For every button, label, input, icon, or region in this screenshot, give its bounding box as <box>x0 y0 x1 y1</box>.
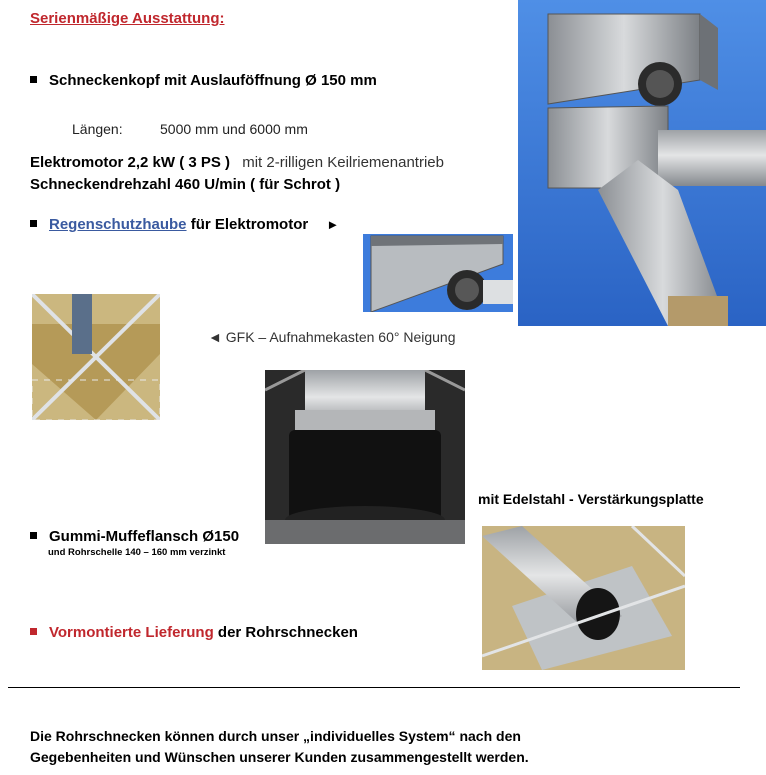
rain-cover-rest: für Elektromotor <box>186 216 309 233</box>
bullet-icon <box>30 76 37 83</box>
steel-plate-photo <box>482 526 685 670</box>
gfk-caption: ◄ GFK – Aufnahmekasten 60° Neigung <box>208 329 456 345</box>
premounted-red: Vormontierte Lieferung <box>49 624 214 641</box>
footer-line-2: Gegebenheiten und Wünschen unserer Kunden zusammengestellt werden. <box>30 749 529 765</box>
screw-head-text: Schneckenkopf mit Auslauföffnung Ø 150 mm <box>49 72 377 89</box>
screw-head-line <box>30 72 377 89</box>
rain-cover-photo <box>363 234 513 312</box>
lengths-label: Längen: <box>72 121 123 137</box>
rubber-flange-photo <box>265 370 465 544</box>
rain-cover-illustration <box>363 234 513 312</box>
gfk-box-illustration <box>32 294 160 420</box>
gfk-box-photo <box>32 294 160 420</box>
steel-plate-caption: mit Edelstahl - Verstärkungsplatte <box>478 491 704 507</box>
screw-head-illustration <box>518 0 766 326</box>
screw-head-photo <box>518 0 766 326</box>
premounted-rest: der Rohrschnecken <box>213 624 358 641</box>
divider <box>8 687 740 688</box>
arrow-right-icon: ► <box>326 217 340 232</box>
rubber-flange-line <box>30 528 239 545</box>
rubber-flange-illustration <box>265 370 465 544</box>
rubber-flange-text: Gummi-Muffeflansch Ø150 <box>49 528 240 545</box>
rain-cover-link[interactable]: Regenschutzhaube <box>49 216 187 233</box>
steel-plate-illustration <box>482 526 685 670</box>
pipe-clamp-text: und Rohrschelle 140 – 160 mm verzinkt <box>48 547 226 558</box>
speed-line: Schneckendrehzahl 460 U/min ( für Schrot ) <box>30 176 341 193</box>
lengths-value: 5000 mm und 6000 mm <box>160 121 308 137</box>
motor-line <box>30 154 444 171</box>
motor-rest: mit 2-rilligen Keilriemenantrieb <box>242 154 444 171</box>
premounted-line <box>30 624 358 641</box>
rain-cover-line <box>30 216 339 233</box>
bullet-icon <box>30 532 37 539</box>
bullet-icon <box>30 628 37 635</box>
motor-bold: Elektromotor 2,2 kW ( 3 PS ) <box>30 154 231 171</box>
section-heading: Serienmäßige Ausstattung: <box>30 10 225 27</box>
bullet-icon <box>30 220 37 227</box>
footer-line-1: Die Rohrschnecken können durch unser „individuelles System“ nach den <box>30 728 521 744</box>
